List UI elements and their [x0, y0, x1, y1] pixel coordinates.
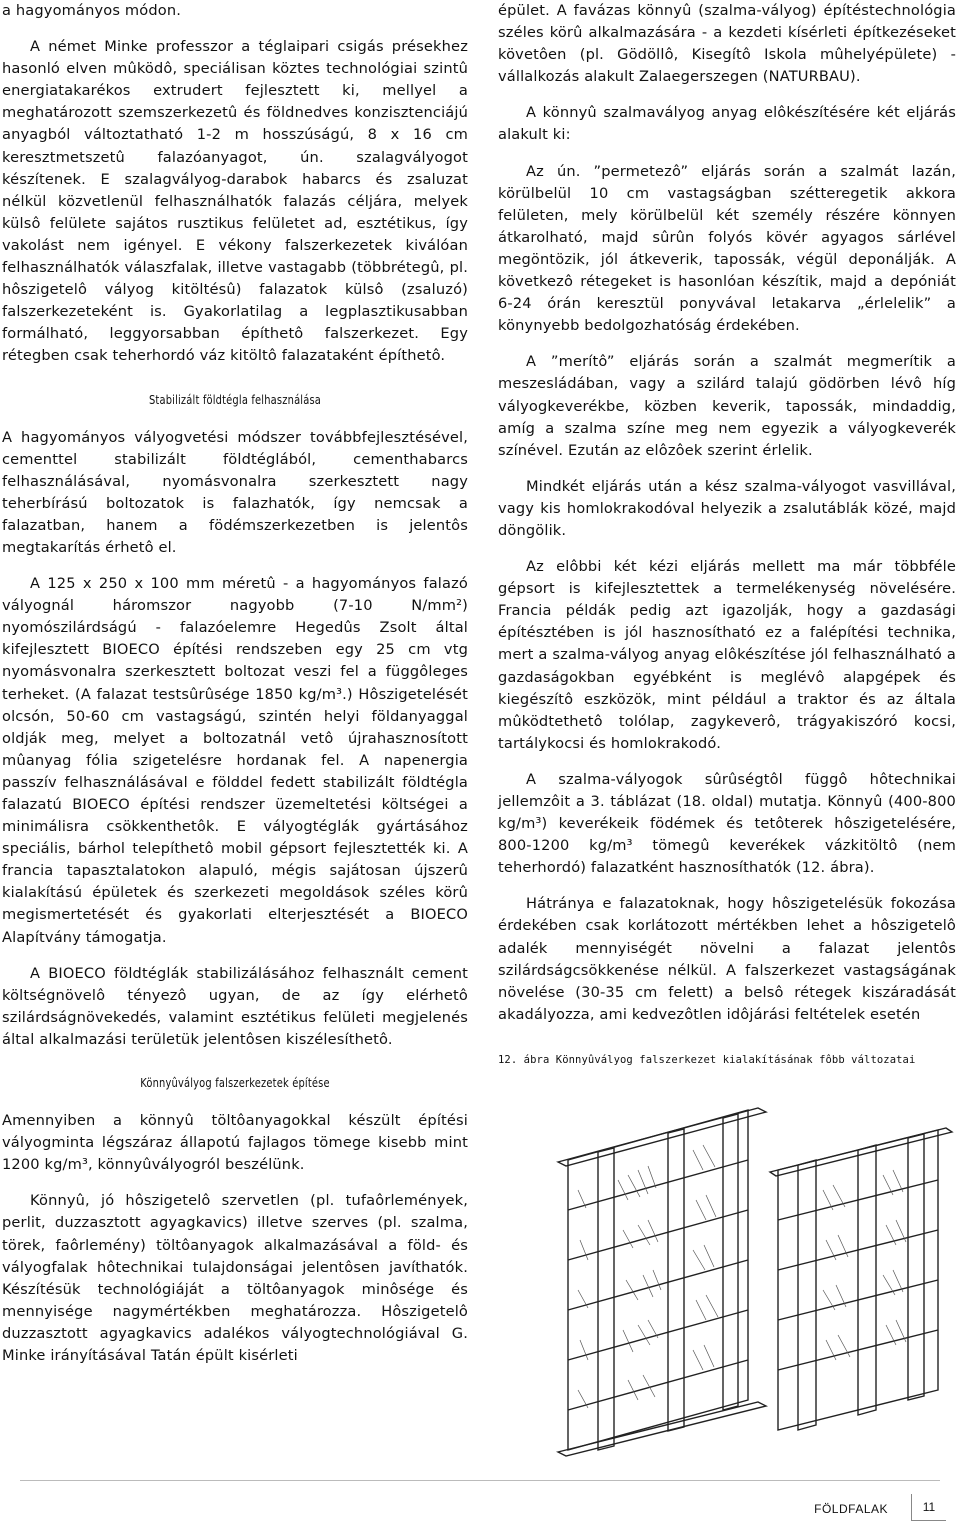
paragraph: Mindkét eljárás után a kész szalma-vályogot vasvillával, vagy kis homlokrakodóval helyezik a zsalutáblák közé, majd döngölik.	[498, 477, 956, 539]
wall-diagram-drawing	[498, 1100, 958, 1460]
paragraph: Az ún. ”permetezô” eljárás során a szalmát lazán, körülbelül 10 cm vastagságban szétteregetik akkora felületen, mely körülbelül két személy részére könnyen átkarolható, majd sûrûn folyós kövér agyagos sárlével megöntözik, jól átkeverik, tapossák, végül deponálják. A következô rétegeket is hasonlóan készítik, majd a depóniát 6-24 órán keresztül ponyvával letakarva „érlelelik” a könynyebb bedolgozhatóság érdekében.	[498, 162, 956, 335]
paragraph: Könnyû, jó hôszigetelô szervetlen (pl. tufaôrlemények, perlit, duzzasztott agyagkavics) illetve szerves (pl. szalma, törek, faôrlemény) töltôanyagok alkalmazásával a föld- és vályogfalak hôtechnikai tulajdonságai jelentôsen javíthatók. Készítésük technológiáját a töltôanyagok minôsége és mennyisége nagymértékben meghatározza. Hôszigetelô duzzasztott agyagkavics adalékos vályogtechnológiával G. Minke irányításával Tatán épült kisérleti	[2, 1192, 468, 1364]
paragraph: A könnyû szalmavályog anyag elôkészítésére két eljárás alakult ki:	[498, 104, 956, 144]
page-number: 11	[911, 1494, 946, 1521]
publication-name: FÖLDFALAK	[814, 1502, 888, 1516]
paragraph: Amennyiben a könnyû töltôanyagokkal készült építési vályogminta légszáraz állapotú fajlagos tömege kisebb mint 1200 kg/m³, könnyûvályogról beszélünk.	[2, 1112, 468, 1174]
paragraph: a hagyományos módon.	[2, 2, 182, 19]
top-beam	[558, 1108, 766, 1166]
section-heading-stabilized-earth-brick: Stabilizált földtégla felhasználása	[148, 391, 322, 407]
left-column	[2, 0, 468, 1367]
paragraph: A szalma-vályogok sûrûségtôl függô hôtechnikai jellemzôit a 3. táblázat (18. oldal) mutatja. Könnyû (400-800 kg/m³) keverékeik födémek és tetôterek hôszigetelésére, 800-1200 kg/m³ tömegû keverékek vázkitöltô (nem teherhordó) falazatként hasznosíthatók (12. ábra).	[498, 770, 956, 877]
bottom-sill	[558, 1402, 766, 1456]
paragraph: A BIOECO földtéglák stabilizálásához felhasznált cement költségnövelô tényezô ugyan, de az így elérhetô szilárdságnövekedés, valamint esztétikus felületi megjelenés által alkalmazási területük jelentôsen kiszélesíthetô.	[2, 964, 468, 1048]
paragraph: épület. A favázas könnyû (szalma-vályog) építéstechnológia széles körû alkalmazására - a kezdeti kísérleti építkezéseket követôen (pl. Gödöllô, Kisegítô Iskola mûhelyépülete) - vállalkozás alakult Zalaegerszegen (NATURBAU).	[498, 2, 956, 86]
paragraph: A német Minke professzor a téglaipari csigás présekhez hasonló elven mûködô, speciálisan köztes technológiai szintû energiatakarékos extrudert fejlesztett ki, mellyel a meghatározott szemszerkezetû és földnedves konzisztenciájú anyagból változtatható 1-2 m hosszúságú, 8 x 16 cm keresztmetszetû falazóanyagot, ún. szalagvályogot készítenek. E szalagvályog-darabok habarcs és zsaluzat nélkül közvetlenül felhasználhatók falazás céljára, melyek külsô felülete sajátos rusztikus felületet ad, esztétikus, így vakolást nem igényel. E vékony falszerkezetek kiválóan felhasználhatók válaszfalak, illetve vastagabb (többrétegû, pl. hôszigetelô vályog kitöltésû) falazatok külsô (zsaluzó) falszerkezeteként is. Gyakorlatilag a legplasztikusabban formálható, leggyorsabban építhetô falszerkezet. Egy rétegben csak teherhordó váz kitöltô falazataként építhetô.	[2, 38, 468, 365]
right-column	[498, 0, 956, 1066]
paragraph: A 125 x 250 x 100 mm méretû - a hagyományos falazó vályognál háromszor nagyobb (7-10 N/mm²) nyomószilárdságú - falazóelemre Hegedûs Zsolt által kifejlesztett BIOECO építési rendszeben egy 25 cm vtg nyomásvonalra szerkesztett boltozat veszi fel a függôleges terheket. (A falazat testsûrûsége 1850 kg/m³.) Hôszigetelését olcsón, 50-60 cm vastagságú, szintén helyi földanyaggal oldják meg, melyet a boltozatnál vetô újrahasznosított mûanyag fólia szigetelésre hordanak fel. A napenergia passzív felhasználásával e földdel fedett stabilizált földtégla falazatú BIOECO építési rendszer üzemeltetési költségei a minimálisra csökkenthetôk. E vályogtéglák gyártásához speciális, bárhol telepíthetô mobil gépsort fejlesztették ki. A francia tapasztalatokon alapuló, mégis sajátosan újszerû kialakítású épületek és szerkezeti megoldások széles körû megismertetését és gyakorlati elterjesztését a BIOECO Alapítvány támogatja.	[2, 575, 468, 946]
paragraph: A hagyományos vályogvetési módszer továbbfejlesztésével, cementtel stabilizált földtéglából, cementhabarcs felhasználásával, nyomásvonalra szerkesztett nagy teherbírású boltozatok is falazhatók, így nemcsak a falazatban, hanem a födémszerkezetben is jelentôs megtakarítás érhetô el.	[2, 428, 468, 556]
figure-caption: 12. ábra Könnyûvályog falszerkezet kialakításának fôbb változatai	[498, 1053, 916, 1066]
footer-divider	[20, 1480, 940, 1481]
page-footer	[0, 1480, 960, 1524]
wall-construction-illustration	[498, 1100, 958, 1460]
paragraph: Az elôbbi két kézi eljárás mellett ma már többféle gépsort is kifejlesztettek a termelékenység növelésére. Francia példák pedig azt igazolják, hogy a gazdasági építésztében is jól hasznosítható ez a falépítési technika, mert a szalma-vályog anyag elôkészítése jól felhasználható a gazdaságokban egyébként is meglévô alapgépek és kiegészítô eszközök, mint például a traktor és az általa mûködtethetô tolólap, zagykeverô, trágyakiszóró kocsi, tartálykocsi és homlokrakodó.	[498, 558, 956, 752]
paragraph: Hátránya e falazatoknak, hogy hôszigetelésük fokozása érdekében csak korlátozott mértékben lehet a hôszigetelô adalék mennyiségét növelni a falazat jelentôs szilárdságcsökkenése nélkül. A falszerkezet vastagságának növelése (30-35 cm felett) a belsô rétegek kiszáradását akadályozza, ami kedvezôtlen idôjárási feltételek esetén	[498, 895, 956, 1023]
section-heading-light-clay-walls: Könnyûvályog falszerkezetek építése	[140, 1075, 330, 1091]
wall-panel	[568, 1110, 748, 1450]
paragraph: A ”merítô” eljárás során a szalmát megmerítik a meszesládában, vagy a szilárd talajú gödörben lévô híg vályogkeverékbe, közben keverik, tapossák, mindaddig, amíg a szalma színe meg nem egyezik a vályogkeverék színével. Ezután az elôzôek szerint érlelik.	[498, 353, 956, 459]
